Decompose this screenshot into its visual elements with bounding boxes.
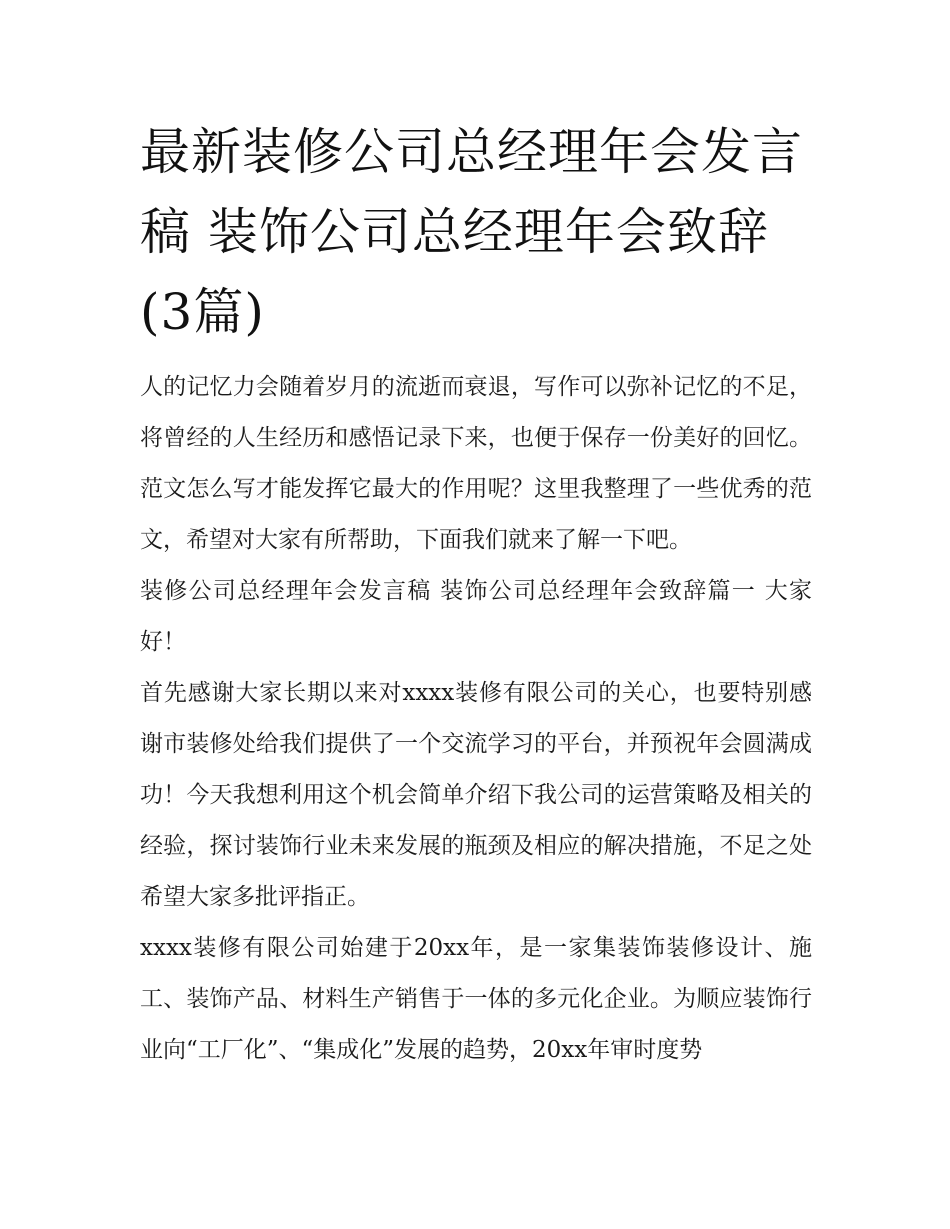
section-heading-paragraph: 装修公司总经理年会发言稿 装饰公司总经理年会致辞篇一 大家好！ bbox=[140, 578, 812, 655]
document-page bbox=[140, 112, 812, 1076]
document-title: 最新装修公司总经理年会发言稿 装饰公司总经理年会致辞(3篇) bbox=[140, 123, 803, 341]
body-paragraph-thanks: 首先感谢大家长期以来对xxxx装修有限公司的关心，也要特别感谢市装修处给我们提供了一个交流学习的平台，并预祝年会圆满成功！今天我想利用这个机会简单介绍下我公司的运营策略及相关的经验，探讨装饰行业未来发展的瓶颈及相应的解决措施，不足之处希望大家多批评指正。 bbox=[140, 680, 812, 910]
intro-paragraph: 人的记忆力会随着岁月的流逝而衰退，写作可以弥补记忆的不足，将曾经的人生经历和感悟记录下来，也便于保存一份美好的回忆。范文怎么写才能发挥它最大的作用呢？这里我整理了一些优秀的范文，希望对大家有所帮助，下面我们就来了解一下吧。 bbox=[140, 374, 812, 553]
body-paragraph-company: xxxx装修有限公司始建于20xx年，是一家集装饰装修设计、施工、装饰产品、材料生产销售于一体的多元化企业。为顺应装饰行业向“工厂化”、“集成化”发展的趋势，20xx年审时度势 bbox=[140, 935, 812, 1063]
